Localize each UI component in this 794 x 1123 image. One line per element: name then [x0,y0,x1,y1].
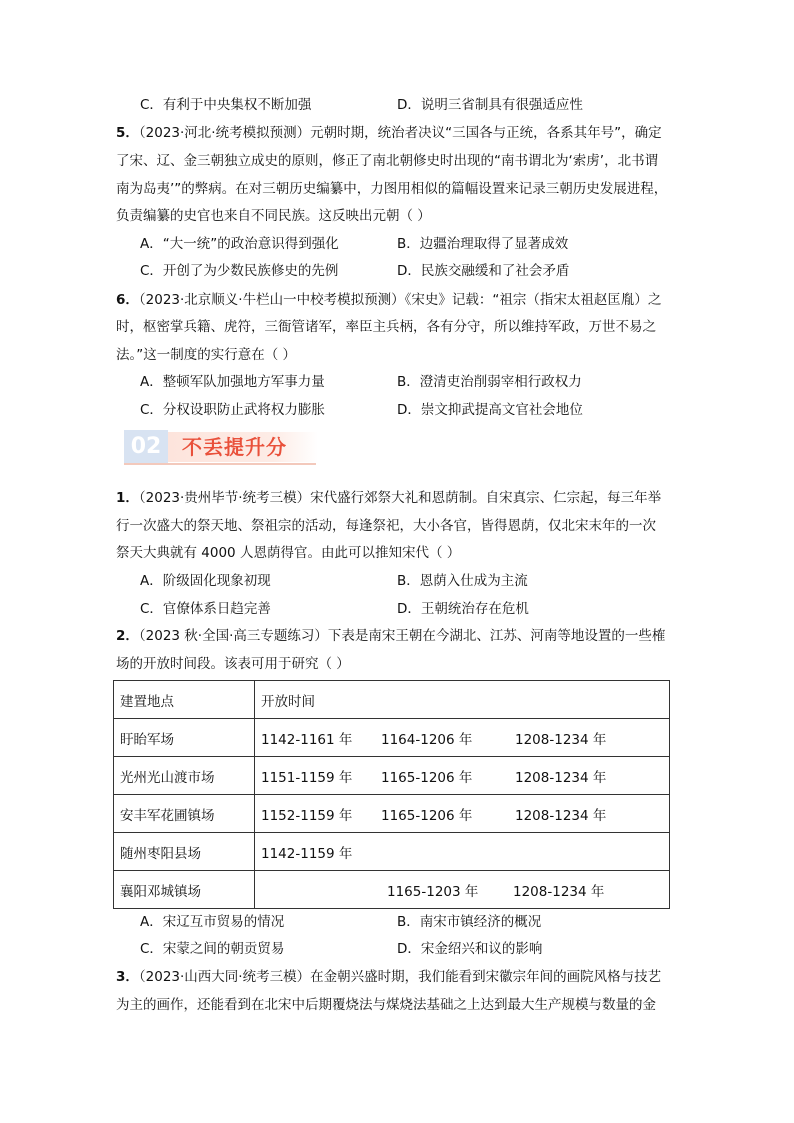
s1-option-d: D．王朝统治存在危机 [397,601,529,617]
s2-option-a: A．宋辽互市贸易的情况 [140,914,285,930]
s1-option-a: A．阶级固化现象初现 [140,573,271,589]
q5-option-d: D．民族交融缓和了社会矛盾 [397,263,570,279]
question-number: 1． [116,490,139,506]
section-question-3-line-2: 为主的画作，还能看到在北宋中后期覆烧法与煤烧法基础之上达到最大生产规模与数量的金 [116,997,656,1013]
q5-option-b: B．边疆治理取得了显著成效 [397,236,569,252]
section-question-2-line-1: 2．（2023 秋·全国·高三专题练习）下表是南宋王朝在今湖北、江苏、河南等地设置的一些榷 [116,628,666,644]
table-row [114,757,670,795]
time-range-3: 1208-1234 年 [515,808,607,824]
market-table [113,680,670,909]
q6-option-a: A．整顿军队加强地方军事力量 [140,374,325,390]
time-range-3: 1208-1234 年 [515,770,607,786]
s2-option-c: C．宋蒙之间的朝贡贸易 [140,941,285,957]
table-cell-location: 光州光山渡市场 [114,757,255,795]
table-cell-times [255,719,670,757]
question-6-line-2: 时，枢密掌兵籍、虎符，三衙管诸军，率臣主兵柄，各有分守，所以维持军政，万世不易之 [116,319,656,335]
section-title: 不丢提升分 [182,435,287,459]
table-cell-times [255,757,670,795]
table-cell-location: 安丰军花圃镇场 [114,795,255,833]
table-cell-times [255,833,670,871]
s1-option-b: B．恩荫入仕成为主流 [397,573,528,589]
section-number-badge: 02 [124,430,168,464]
q5-option-c: C．开创了为少数民族修史的先例 [140,263,339,279]
section-question-3-line-1: 3．（2023·山西大同·统考三模）在金朝兴盛时期，我们能看到宋徽宗年间的画院风格与技艺 [116,969,662,985]
question-number: 5． [116,125,139,141]
question-6-line-1: 6．（2023·北京顺义·牛栏山一中校考模拟预测）《宋史》记载：“祖宗（指宋太祖赵匡胤）之 [116,292,662,308]
section-question-1-line-3: 祭天大典就有 4000 人恩荫得官。由此可以推知宋代（ ） [116,545,461,561]
table-row [114,719,670,757]
option-c: C．有利于中央集权不断加强 [140,97,312,113]
table-header-location: 建置地点 [114,681,255,719]
question-number: 6． [116,292,139,308]
section-question-2-line-2: 场的开放时间段。该表可用于研究（ ） [116,656,350,672]
time-range-3: 1208-1234 年 [513,884,605,900]
table-cell-times [255,871,670,909]
time-range-1: 1152-1159 年 [261,808,353,824]
q6-option-b: B．澄清吏治削弱宰相行政权力 [397,374,582,390]
table-row [114,833,670,871]
table-cell-location: 盱眙军场 [114,719,255,757]
time-range-1: 1142-1159 年 [261,846,353,862]
q6-option-c: C．分权设职防止武将权力膨胀 [140,402,325,418]
option-d: D．说明三省制具有很强适应性 [397,97,583,113]
s2-option-b: B．南宋市镇经济的概况 [397,914,542,930]
question-5-line-4: 负责编纂的史官也来自不同民族。这反映出元朝（ ） [116,208,431,224]
section-header [124,430,320,464]
question-5-line-2: 了宋、辽、金三朝独立成史的原则，修正了南北朝修史时出现的“南书谓北为‘索虏’，北书谓 [116,153,659,169]
time-range-2: 1164-1206 年 [381,732,473,748]
table-cell-location: 随州枣阳县场 [114,833,255,871]
table-header-row [114,681,670,719]
s2-option-d: D．宋金绍兴和议的影响 [397,941,543,957]
time-range-1: 1142-1161 年 [261,732,353,748]
time-range-3: 1208-1234 年 [515,732,607,748]
table-cell-location: 襄阳邓城镇场 [114,871,255,909]
section-question-1-line-1: 1．（2023·贵州毕节·统考三模）宋代盛行郊祭大礼和恩荫制。自宋真宗、仁宗起，每三年举 [116,490,662,506]
s1-option-c: C．官僚体系日趋完善 [140,601,271,617]
q6-option-d: D．崇文抑武提高文官社会地位 [397,402,583,418]
time-range-2: 1165-1206 年 [381,770,473,786]
time-range-1: 1151-1159 年 [261,770,353,786]
question-5-line-1: 5．（2023·河北·统考模拟预测）元朝时期，统治者决议“三国各与正统，各系其年号”，确定 [116,125,662,141]
question-number: 3． [116,969,139,985]
table-header-time: 开放时间 [255,681,670,719]
section-question-1-line-2: 行一次盛大的祭天地、祭祖宗的活动，每逢祭祀，大小各官，皆得恩荫，仅北宋末年的一次 [116,518,656,534]
question-number: 2． [116,628,139,644]
time-range-2: 1165-1203 年 [387,884,479,900]
table-cell-times [255,795,670,833]
question-6-line-3: 法。”这一制度的实行意在（ ） [116,347,297,363]
table-row [114,871,670,909]
table-row [114,795,670,833]
q5-option-a: A．“大一统”的政治意识得到强化 [140,236,339,252]
question-5-line-3: 南为岛夷’”的弊病。在对三朝历史编纂中，力图用相似的篇幅设置来记录三朝历史发展进程， [116,181,668,197]
time-range-2: 1165-1206 年 [381,808,473,824]
section-underline [124,463,316,465]
